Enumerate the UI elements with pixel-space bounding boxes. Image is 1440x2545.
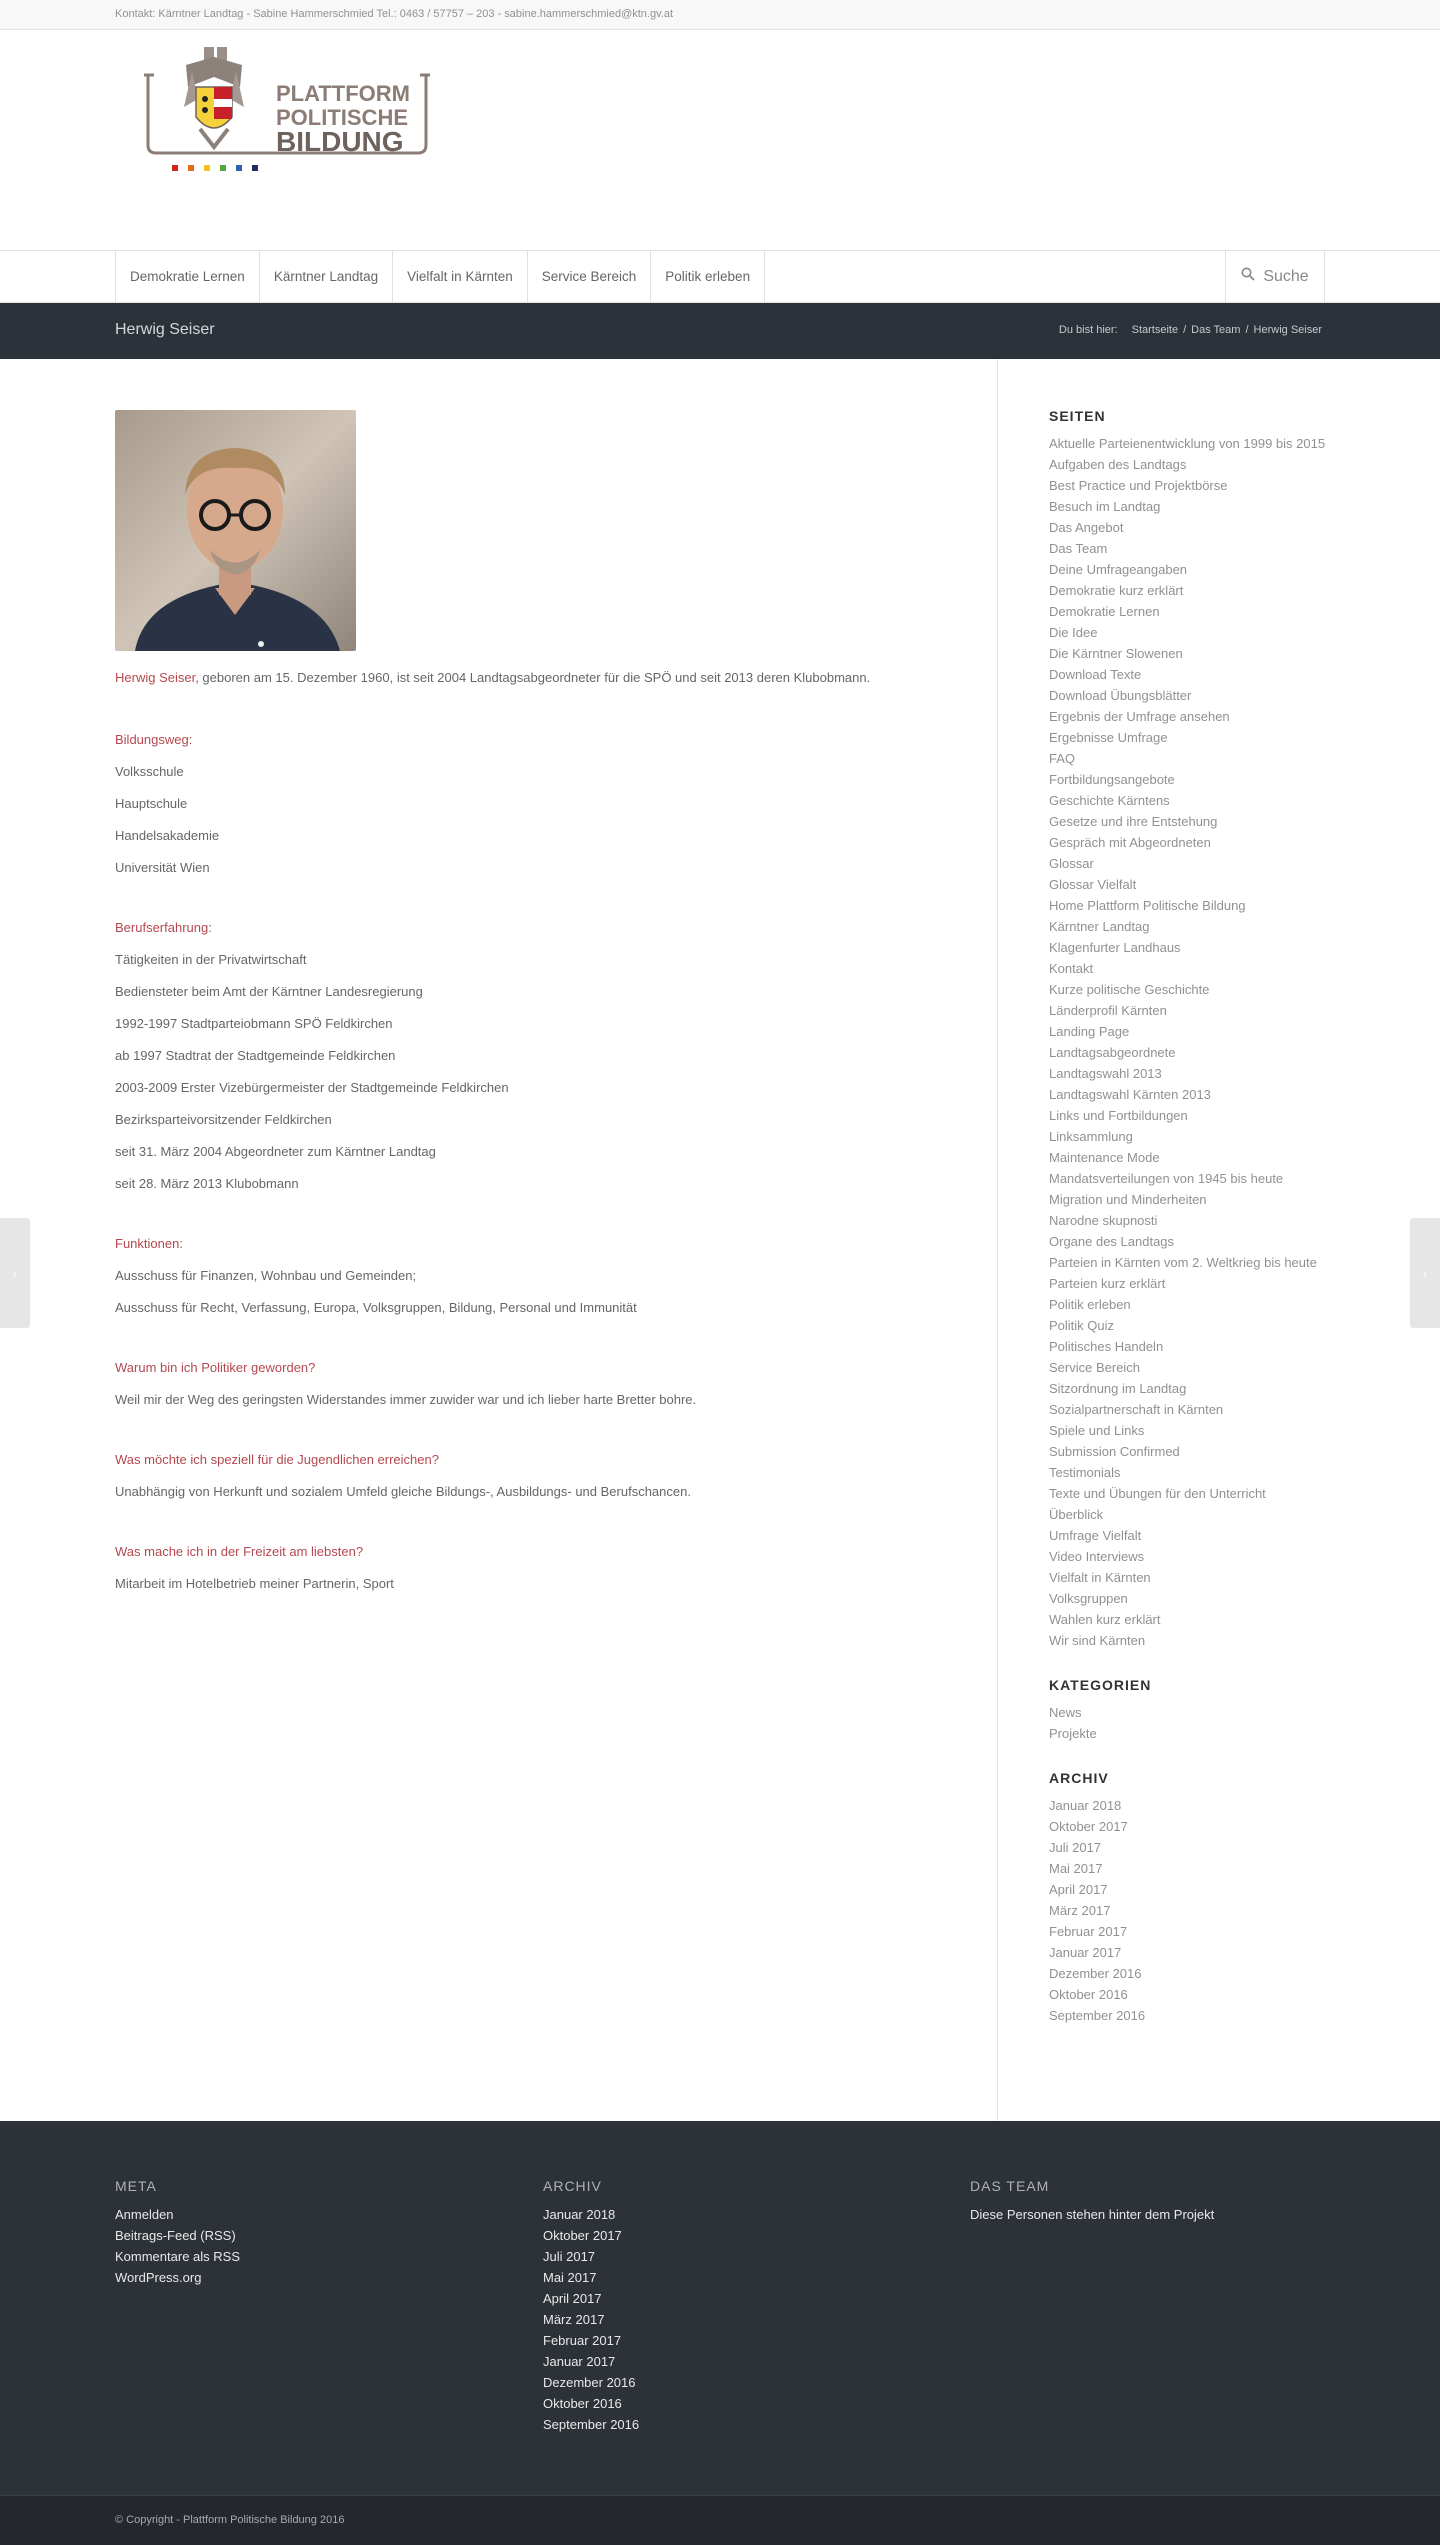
- copyright-text: © Copyright - Plattform Politische Bildung 2016: [115, 2514, 345, 2526]
- section-item: Tätigkeiten in der Privatwirtschaft: [115, 952, 307, 967]
- sidebar-page-link[interactable]: Wahlen kurz erklärt: [1049, 1612, 1161, 1627]
- sidebar-page-link[interactable]: Links und Fortbildungen: [1049, 1108, 1188, 1123]
- sidebar-archive-link[interactable]: Oktober 2017: [1049, 1819, 1128, 1834]
- sidebar-page-link-row: [1049, 1273, 1329, 1294]
- sidebar-page-link[interactable]: Überblick: [1049, 1507, 1104, 1522]
- search-icon: [1241, 267, 1255, 286]
- logo-line-2: POLITISCHE: [276, 105, 409, 130]
- sidebar-page-link-row: [1049, 1210, 1329, 1231]
- sidebar-archive-link[interactable]: Februar 2017: [1049, 1924, 1128, 1939]
- sidebar-page-link[interactable]: Umfrage Vielfalt: [1049, 1528, 1142, 1543]
- section-item: Unabhängig von Herkunft und sozialem Umfeld gleiche Bildungs-, Ausbildungs- und Berufschancen.: [115, 1484, 691, 1499]
- section-item: Ausschuss für Recht, Verfassung, Europa, Volksgruppen, Bildung, Personal und Immunität: [115, 1300, 637, 1315]
- archive-list: [1049, 1795, 1329, 2026]
- sidebar-page-link[interactable]: Download Übungsblätter: [1049, 688, 1192, 703]
- footer-archive-link[interactable]: September 2016: [543, 2417, 640, 2432]
- footer-archive-link-row: [543, 2372, 843, 2393]
- section-warum-politiker: [115, 1360, 975, 1408]
- sidebar-page-link-row: [1049, 916, 1329, 937]
- sidebar-page-link-row: [1049, 1483, 1329, 1504]
- footer-archive-link[interactable]: April 2017: [543, 2291, 602, 2306]
- sidebar-page-link-row: [1049, 1231, 1329, 1252]
- sidebar-page-link-row: [1049, 979, 1329, 1000]
- main-navigation: [0, 250, 1440, 303]
- sidebar-page-link-row: [1049, 433, 1329, 454]
- footer-archive-link[interactable]: Februar 2017: [543, 2333, 622, 2348]
- footer-meta-link[interactable]: Beitrags-Feed (RSS): [115, 2228, 236, 2243]
- sidebar-page-link[interactable]: Service Bereich: [1049, 1360, 1141, 1375]
- sidebar-heading-kategorien: KATEGORIEN: [1049, 1677, 1152, 1693]
- breadcrumb-current: Herwig Seiser: [1253, 324, 1322, 336]
- footer-archive-link-row: [543, 2330, 843, 2351]
- sidebar-page-link[interactable]: Volksgruppen: [1049, 1591, 1128, 1606]
- sidebar-page-link-row: [1049, 1147, 1329, 1168]
- sidebar-page-link[interactable]: Kontakt: [1049, 961, 1094, 976]
- sidebar-page-link-row: [1049, 1357, 1329, 1378]
- section-item: Bezirksparteivorsitzender Feldkirchen: [115, 1112, 332, 1127]
- sidebar-archive-link[interactable]: Oktober 2016: [1049, 1987, 1128, 2002]
- sidebar-page-link[interactable]: Organe des Landtags: [1049, 1234, 1175, 1249]
- sidebar-page-link-row: [1049, 496, 1329, 517]
- sidebar-page-link[interactable]: Aktuelle Parteienentwicklung von 1999 bis 2015: [1049, 436, 1326, 451]
- sidebar-archive-link-row: [1049, 1858, 1329, 1879]
- sidebar-page-link-row: [1049, 1378, 1329, 1399]
- section-jugendliche: [115, 1452, 975, 1500]
- footer-archive-link-row: [543, 2267, 843, 2288]
- footer-meta-link[interactable]: WordPress.org: [115, 2270, 202, 2285]
- sidebar-page-link[interactable]: Deine Umfrageangaben: [1049, 562, 1188, 577]
- footer-archive-link-row: [543, 2225, 843, 2246]
- sidebar-page-link-row: [1049, 538, 1329, 559]
- page-title: Herwig Seiser: [115, 321, 215, 338]
- sidebar-page-link[interactable]: Download Texte: [1049, 667, 1142, 682]
- sidebar-page-link-row: [1049, 601, 1329, 622]
- sidebar-page-link[interactable]: Landing Page: [1049, 1024, 1130, 1039]
- nav-item-demokratie-lernen[interactable]: Demokratie Lernen: [116, 251, 260, 302]
- section-heading: Bildungsweg:: [115, 732, 193, 747]
- section-item: 2003-2009 Erster Vizebürgermeister der Stadtgemeinde Feldkirchen: [115, 1080, 509, 1095]
- breadcrumb-das-team[interactable]: Das Team: [1191, 324, 1241, 336]
- sidebar-pages-widget: [1049, 408, 1329, 1651]
- sidebar-page-link[interactable]: Die Idee: [1049, 625, 1098, 640]
- prev-post-button[interactable]: [0, 1218, 30, 1328]
- footer-archive-link-row: [543, 2393, 843, 2414]
- footer-archive-link[interactable]: Dezember 2016: [543, 2375, 636, 2390]
- footer-archive-list: [543, 2204, 843, 2435]
- sidebar-page-link-row: [1049, 874, 1329, 895]
- main-content: [115, 410, 975, 1592]
- sidebar-heading-archiv: ARCHIV: [1049, 1770, 1109, 1786]
- sidebar-page-link[interactable]: Besuch im Landtag: [1049, 499, 1161, 514]
- breadcrumb-prefix: Du bist hier:: [1058, 324, 1118, 336]
- sidebar-archive-link[interactable]: Dezember 2016: [1049, 1966, 1142, 1981]
- sidebar-page-link[interactable]: Sitzordnung im Landtag: [1049, 1381, 1187, 1396]
- sidebar-archive-link-row: [1049, 1795, 1329, 1816]
- sidebar-divider: [997, 359, 998, 2121]
- nav-item-vielfalt-in-kaernten[interactable]: Vielfalt in Kärnten: [393, 251, 528, 302]
- logo-line-3: BILDUNG: [276, 126, 404, 157]
- sidebar-page-link[interactable]: Submission Confirmed: [1049, 1444, 1180, 1459]
- sidebar-page-link-row: [1049, 1126, 1329, 1147]
- sidebar-category-link-row: [1049, 1702, 1329, 1723]
- sidebar-category-link[interactable]: News: [1049, 1705, 1082, 1720]
- intro-rest: , geboren am 15. Dezember 1960, ist seit 2004 Landtagsabgeordneter für die SPÖ und seit 2013 deren Klubobmann.: [195, 670, 871, 685]
- meta-list: [115, 2204, 415, 2288]
- sidebar-page-link[interactable]: Glossar Vielfalt: [1049, 877, 1137, 892]
- nav-item-service-bereich[interactable]: Service Bereich: [528, 251, 652, 302]
- sidebar-page-link[interactable]: Politik Quiz: [1049, 1318, 1115, 1333]
- page-title-bar: [0, 303, 1440, 359]
- sidebar-page-link[interactable]: Kärntner Landtag: [1049, 919, 1150, 934]
- breadcrumb-home[interactable]: Startseite: [1131, 324, 1179, 336]
- sidebar-page-link-row: [1049, 727, 1329, 748]
- sidebar-archive-link[interactable]: Mai 2017: [1049, 1861, 1103, 1876]
- footer-meta-widget: [115, 2178, 415, 2288]
- person-name-link[interactable]: Herwig Seiser: [115, 670, 196, 685]
- section-berufserfahrung: [115, 920, 975, 1192]
- sidebar-page-link-row: [1049, 664, 1329, 685]
- sidebar-page-link-row: [1049, 1084, 1329, 1105]
- footer-archive-link-row: [543, 2246, 843, 2267]
- sidebar-page-link-row: [1049, 1021, 1329, 1042]
- sidebar-page-link[interactable]: Ergebnis der Umfrage ansehen: [1049, 709, 1230, 724]
- section-bildungsweg: [115, 732, 975, 876]
- footer-archive-link[interactable]: Oktober 2017: [543, 2228, 622, 2243]
- sidebar-page-link-row: [1049, 1294, 1329, 1315]
- section-funktionen: [115, 1236, 975, 1316]
- sidebar-page-link[interactable]: Kurze politische Geschichte: [1049, 982, 1210, 997]
- sidebar-page-link-row: [1049, 1063, 1329, 1084]
- footer-archive-link-row: [543, 2288, 843, 2309]
- sidebar-page-link-row: [1049, 853, 1329, 874]
- footer-meta-link-row: [115, 2225, 415, 2246]
- footer-team-text: Diese Personen stehen hinter dem Projekt: [970, 2207, 1215, 2222]
- sidebar-page-link-row: [1049, 1000, 1329, 1021]
- section-heading: Warum bin ich Politiker geworden?: [115, 1360, 316, 1375]
- categories-list: [1049, 1702, 1329, 1744]
- logo-line-1: PLATTFORM: [276, 81, 411, 106]
- section-item: Weil mir der Weg des geringsten Widerstandes immer zuwider war und ich lieber harte Bretter bohre.: [115, 1392, 697, 1407]
- sidebar-page-link-row: [1049, 1105, 1329, 1126]
- footer-archive-link-row: [543, 2351, 843, 2372]
- sidebar-page-link-row: [1049, 1525, 1329, 1546]
- sidebar-page-link[interactable]: FAQ: [1049, 751, 1076, 766]
- search-label: Suche: [1263, 267, 1309, 285]
- footer: [0, 2121, 1440, 2495]
- sidebar-page-link[interactable]: Migration und Minderheiten: [1049, 1192, 1207, 1207]
- site-logo[interactable]: [136, 45, 436, 177]
- sidebar-page-link-row: [1049, 1609, 1329, 1630]
- footer-team-widget: [970, 2178, 1270, 2225]
- sidebar-page-link[interactable]: Landtagsabgeordnete: [1049, 1045, 1176, 1060]
- sidebar-page-link-row: [1049, 454, 1329, 475]
- sidebar-page-link-row: [1049, 1336, 1329, 1357]
- sidebar-archive-link[interactable]: Juli 2017: [1049, 1840, 1102, 1855]
- section-item: Bediensteter beim Amt der Kärntner Landesregierung: [115, 984, 423, 999]
- footer-heading-archiv: ARCHIV: [543, 2178, 602, 2194]
- sidebar-page-link[interactable]: Video Interviews: [1049, 1549, 1145, 1564]
- sidebar-page-link-row: [1049, 1042, 1329, 1063]
- sidebar-archive-link-row: [1049, 1921, 1329, 1942]
- sidebar-page-link[interactable]: Wir sind Kärnten: [1049, 1633, 1146, 1648]
- sidebar-page-link-row: [1049, 622, 1329, 643]
- footer-archive-link[interactable]: März 2017: [543, 2312, 605, 2327]
- nav-item-kaerntner-landtag[interactable]: Kärntner Landtag: [260, 251, 393, 302]
- section-item: Ausschuss für Finanzen, Wohnbau und Gemeinden;: [115, 1268, 417, 1283]
- sidebar-page-link-row: [1049, 1168, 1329, 1189]
- footer-archive-link-row: [543, 2414, 843, 2435]
- sidebar-page-link[interactable]: Landtagswahl 2013: [1049, 1066, 1162, 1081]
- sidebar-page-link[interactable]: Spiele und Links: [1049, 1423, 1145, 1438]
- sidebar-page-link[interactable]: Home Plattform Politische Bildung: [1049, 898, 1246, 913]
- section-heading: Was möchte ich speziell für die Jugendlichen erreichen?: [115, 1452, 439, 1467]
- sidebar-page-link[interactable]: Das Angebot: [1049, 520, 1124, 535]
- sidebar-page-link[interactable]: Testimonials: [1049, 1465, 1121, 1480]
- sidebar-page-link[interactable]: Glossar: [1049, 856, 1094, 871]
- sidebar-page-link-row: [1049, 580, 1329, 601]
- search-button[interactable]: [1225, 251, 1325, 302]
- sidebar-archive-link-row: [1049, 1942, 1329, 1963]
- sidebar-page-link[interactable]: Fortbildungsangebote: [1049, 772, 1175, 787]
- sidebar-page-link-row: [1049, 1462, 1329, 1483]
- footer-meta-link-row: [115, 2246, 415, 2267]
- sidebar-archive-link-row: [1049, 1900, 1329, 1921]
- sidebar-page-link[interactable]: Parteien kurz erklärt: [1049, 1276, 1166, 1291]
- sidebar-page-link-row: [1049, 937, 1329, 958]
- sidebar-archive-link-row: [1049, 1837, 1329, 1858]
- footer-archive-link[interactable]: Oktober 2016: [543, 2396, 622, 2411]
- sidebar-page-link[interactable]: Narodne skupnosti: [1049, 1213, 1158, 1228]
- sidebar-category-link-row: [1049, 1723, 1329, 1744]
- sidebar-page-link-row: [1049, 1252, 1329, 1273]
- sidebar-page-link[interactable]: Maintenance Mode: [1049, 1150, 1160, 1165]
- next-post-button[interactable]: [1410, 1218, 1440, 1328]
- sidebar-page-link[interactable]: Demokratie Lernen: [1049, 604, 1160, 619]
- sidebar-category-link[interactable]: Projekte: [1049, 1726, 1097, 1741]
- sidebar-page-link-row: [1049, 517, 1329, 538]
- sidebar-archive-link[interactable]: März 2017: [1049, 1903, 1111, 1918]
- section-item: Mitarbeit im Hotelbetrieb meiner Partnerin, Sport: [115, 1576, 394, 1591]
- footer-archive-link[interactable]: Januar 2018: [543, 2207, 616, 2222]
- sidebar-categories-widget: [1049, 1677, 1329, 1744]
- section-item: seit 28. März 2013 Klubobmann: [115, 1176, 299, 1191]
- sidebar-page-link-row: [1049, 685, 1329, 706]
- sidebar-page-link-row: [1049, 559, 1329, 580]
- footer-meta-link[interactable]: Kommentare als RSS: [115, 2249, 240, 2264]
- contact-text: Kontakt: Kärntner Landtag - Sabine Hammerschmied Tel.: 0463 / 57757 – 203 - sabine.hammerschmied@ktn.gv.at: [115, 8, 674, 20]
- chevron-left-icon: ‹: [12, 1265, 18, 1281]
- sidebar-page-link-row: [1049, 769, 1329, 790]
- sidebar: [1049, 408, 1329, 2026]
- sidebar-page-link-row: [1049, 475, 1329, 496]
- sidebar-archive-link[interactable]: April 2017: [1049, 1882, 1108, 1897]
- sidebar-page-link[interactable]: Sozialpartnerschaft in Kärnten: [1049, 1402, 1224, 1417]
- section-freizeit: [115, 1544, 975, 1592]
- sidebar-page-link-row: [1049, 748, 1329, 769]
- sidebar-archive-link-row: [1049, 1963, 1329, 1984]
- sidebar-page-link[interactable]: Gespräch mit Abgeordneten: [1049, 835, 1211, 850]
- footer-meta-link-row: [115, 2267, 415, 2288]
- breadcrumb-separator: /: [1183, 324, 1187, 336]
- sidebar-page-link[interactable]: Ergebnisse Umfrage: [1049, 730, 1168, 745]
- footer-archive-widget: [543, 2178, 843, 2435]
- sidebar-page-link[interactable]: Vielfalt in Kärnten: [1049, 1570, 1151, 1585]
- sidebar-archive-link[interactable]: Januar 2017: [1049, 1945, 1122, 1960]
- sidebar-page-link[interactable]: Parteien in Kärnten vom 2. Weltkrieg bis heute: [1049, 1255, 1317, 1270]
- footer-archive-link[interactable]: Juli 2017: [543, 2249, 596, 2264]
- sidebar-page-link-row: [1049, 832, 1329, 853]
- sidebar-page-link-row: [1049, 1189, 1329, 1210]
- sidebar-page-link[interactable]: Demokratie kurz erklärt: [1049, 583, 1184, 598]
- sidebar-page-link-row: [1049, 1588, 1329, 1609]
- sidebar-page-link[interactable]: Geschichte Kärntens: [1049, 793, 1170, 808]
- sidebar-page-link[interactable]: Aufgaben des Landtags: [1049, 457, 1187, 472]
- sidebar-page-link-row: [1049, 1420, 1329, 1441]
- footer-archive-link[interactable]: Januar 2017: [543, 2354, 616, 2369]
- section-item: Hauptschule: [115, 796, 188, 811]
- sidebar-page-link[interactable]: Texte und Übungen für den Unterricht: [1049, 1486, 1266, 1501]
- section-item: seit 31. März 2004 Abgeordneter zum Kärntner Landtag: [115, 1144, 436, 1159]
- sidebar-page-link-row: [1049, 1546, 1329, 1567]
- sidebar-page-link[interactable]: Linksammlung: [1049, 1129, 1133, 1144]
- footer-archive-link-row: [543, 2204, 843, 2225]
- section-heading: Funktionen:: [115, 1236, 183, 1251]
- sidebar-archive-widget: [1049, 1770, 1329, 2026]
- sidebar-page-link-row: [1049, 1504, 1329, 1525]
- section-item: Universität Wien: [115, 860, 210, 875]
- section-item: 1992-1997 Stadtparteiobmann SPÖ Feldkirchen: [115, 1016, 393, 1031]
- sidebar-page-link[interactable]: Politisches Handeln: [1049, 1339, 1164, 1354]
- sidebar-page-link-row: [1049, 1630, 1329, 1651]
- sidebar-page-link-row: [1049, 1441, 1329, 1462]
- sidebar-archive-link-row: [1049, 2005, 1329, 2026]
- sidebar-archive-link[interactable]: Januar 2018: [1049, 1798, 1122, 1813]
- footer-archive-link[interactable]: Mai 2017: [543, 2270, 597, 2285]
- contact-bar: [0, 0, 1440, 30]
- sidebar-archive-link-row: [1049, 1879, 1329, 1900]
- section-item: Volksschule: [115, 764, 184, 779]
- sidebar-heading-seiten: SEITEN: [1049, 408, 1106, 424]
- breadcrumb-separator: /: [1245, 324, 1249, 336]
- sidebar-page-link-row: [1049, 811, 1329, 832]
- sidebar-page-link-row: [1049, 706, 1329, 727]
- sidebar-page-link-row: [1049, 1315, 1329, 1336]
- section-item: Handelsakademie: [115, 828, 220, 843]
- sidebar-page-link[interactable]: Klagenfurter Landhaus: [1049, 940, 1181, 955]
- chevron-right-icon: ›: [1422, 1265, 1428, 1281]
- sidebar-page-link[interactable]: Best Practice und Projektbörse: [1049, 478, 1228, 493]
- sidebar-page-link[interactable]: Mandatsverteilungen von 1945 bis heute: [1049, 1171, 1284, 1186]
- copyright-bar: [0, 2495, 1440, 2545]
- nav-item-politik-erleben[interactable]: Politik erleben: [651, 251, 765, 302]
- sidebar-archive-link[interactable]: September 2016: [1049, 2008, 1146, 2023]
- sidebar-page-link[interactable]: Länderprofil Kärnten: [1049, 1003, 1167, 1018]
- section-item: ab 1997 Stadtrat der Stadtgemeinde Feldkirchen: [115, 1048, 396, 1063]
- footer-archive-link-row: [543, 2309, 843, 2330]
- sidebar-page-link-row: [1049, 643, 1329, 664]
- sidebar-archive-link-row: [1049, 1816, 1329, 1837]
- intro-text: [115, 668, 975, 688]
- sidebar-page-link-row: [1049, 790, 1329, 811]
- footer-meta-link-row: [115, 2204, 415, 2225]
- breadcrumb: [1059, 324, 1322, 336]
- sidebar-page-link-row: [1049, 1567, 1329, 1588]
- sidebar-page-link[interactable]: Die Kärntner Slowenen: [1049, 646, 1183, 661]
- sidebar-archive-link-row: [1049, 1984, 1329, 2005]
- sidebar-page-link[interactable]: Landtagswahl Kärnten 2013: [1049, 1087, 1211, 1102]
- pages-list: [1049, 433, 1329, 1651]
- section-heading: Berufserfahrung:: [115, 920, 212, 935]
- portrait-photo: [115, 410, 356, 651]
- footer-heading-meta: META: [115, 2178, 157, 2194]
- section-heading: Was mache ich in der Freizeit am liebsten?: [115, 1544, 364, 1559]
- footer-meta-link[interactable]: Anmelden: [115, 2207, 174, 2222]
- sidebar-page-link[interactable]: Politik erleben: [1049, 1297, 1131, 1312]
- sidebar-page-link[interactable]: Gesetze und ihre Entstehung: [1049, 814, 1218, 829]
- sidebar-page-link-row: [1049, 958, 1329, 979]
- sidebar-page-link-row: [1049, 1399, 1329, 1420]
- footer-heading-team: DAS TEAM: [970, 2178, 1050, 2194]
- sidebar-page-link[interactable]: Das Team: [1049, 541, 1108, 556]
- sidebar-page-link-row: [1049, 895, 1329, 916]
